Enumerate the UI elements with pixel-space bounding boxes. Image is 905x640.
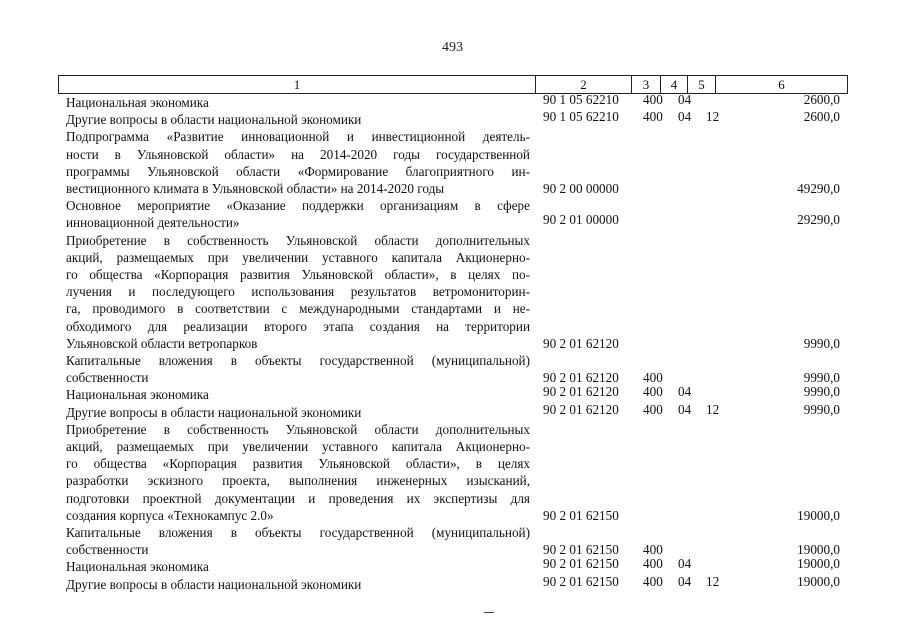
budget-code: 90 2 00 00000 <box>543 181 619 197</box>
row-description-line: вестиционного климата в Ульяновской области» на 2014-2020 годы <box>66 181 445 197</box>
row-description <box>66 558 530 575</box>
row-description-line: га, проводимого в соответствии с международными стандартами и не- <box>66 301 530 317</box>
row-description <box>66 111 530 128</box>
row-description-line: Ульяновской области ветропарков <box>66 335 258 351</box>
table-row <box>0 128 905 197</box>
column-header-4: 4 <box>661 76 688 94</box>
budget-code: 90 2 01 62150 <box>543 556 619 572</box>
table-row <box>0 573 905 593</box>
row-description <box>66 128 530 197</box>
amount-value: 2600,0 <box>803 92 840 107</box>
row-description-line: Приобретение в собственность Ульяновской области дополнительных <box>66 421 530 437</box>
row-description-line: Основное мероприятие «Оказание поддержки организациям в сфере <box>66 198 530 214</box>
row-description-line: Капитальные вложения в объекты государственной (муниципальной) <box>66 525 530 541</box>
amount-value: 19000,0 <box>797 556 840 572</box>
row-description <box>66 524 530 558</box>
subsection-code: 04 <box>678 573 692 589</box>
row-description-line: Национальная экономика <box>66 559 209 575</box>
row-description-line: Капитальные вложения в объекты государственной (муниципальной) <box>66 353 530 369</box>
row-description-line: ности в Ульяновской области» на 2014-2020 годы государственной <box>66 146 530 162</box>
amount-value: 19000,0 <box>797 507 840 523</box>
row-description-line: собственности <box>66 370 149 386</box>
row-description <box>66 421 530 524</box>
section-code: 400 <box>643 542 663 558</box>
column-header-1: 1 <box>59 76 536 94</box>
budget-code: 90 2 01 62120 <box>543 370 619 386</box>
row-description-line: подготовки проектной документации и проведения их экспертизы для <box>66 490 530 506</box>
column-header-2: 2 <box>536 76 632 94</box>
table-row <box>0 524 905 558</box>
row-description-line: разработки эскизного проекта, выполнения инженерных изысканий, <box>66 473 530 489</box>
section-code: 400 <box>643 573 663 589</box>
row-description-line: Приобретение в собственность Ульяновской области дополнительных <box>66 232 530 248</box>
amount-value: 29290,0 <box>797 212 840 228</box>
section-code: 400 <box>643 401 663 417</box>
row-description <box>66 197 530 231</box>
row-description-line: Другие вопросы в области национальной экономики <box>66 112 362 128</box>
row-description-line: создания корпуса «Технокампус 2.0» <box>66 507 274 523</box>
section-code: 400 <box>643 556 663 572</box>
budget-code: 90 2 01 62120 <box>543 384 619 400</box>
row-description-line: Национальная экономика <box>66 387 209 403</box>
extra-code: 12 <box>706 401 720 417</box>
table-row <box>0 111 905 128</box>
amount-value: 19000,0 <box>797 573 840 589</box>
row-description-line: акций, размещаемых при увеличении уставного капитала Акционерно- <box>66 249 530 265</box>
page-number: 493 <box>442 40 463 55</box>
row-description-line: акций, размещаемых при увеличении уставного капитала Акционерно- <box>66 439 530 455</box>
row-description-line: лучения и последующего использования результатов ветромониторин- <box>66 284 530 300</box>
section-code: 400 <box>643 92 663 107</box>
section-code: 400 <box>643 370 663 386</box>
row-description-line: Подпрограмма «Развитие инновационной и инвестиционной деятель- <box>66 129 530 145</box>
row-description <box>66 576 530 593</box>
row-description-line: инновационной деятельности» <box>66 215 240 231</box>
table-row <box>0 421 905 524</box>
row-description-line: го общества «Корпорация развития Ульяновской области», в целях по- <box>66 267 530 283</box>
row-description-line: программы Ульяновской области «Формирование благоприятного ин- <box>66 163 530 179</box>
amount-value: 9990,0 <box>803 370 840 386</box>
subsection-code: 04 <box>678 92 692 107</box>
row-description-line: го общества «Корпорация развития Ульяновской области», в целях <box>66 456 530 472</box>
row-description-line: Другие вопросы в области национальной экономики <box>66 576 362 592</box>
footer-dash <box>484 612 494 613</box>
table-row <box>0 197 905 231</box>
budget-code: 90 2 01 62120 <box>543 401 619 417</box>
column-header-3: 3 <box>632 76 661 94</box>
table-row <box>0 352 905 386</box>
extra-code: 12 <box>706 109 720 125</box>
column-header-row <box>58 75 848 94</box>
amount-value: 9990,0 <box>803 401 840 417</box>
amount-value: 2600,0 <box>803 109 840 125</box>
row-description <box>66 404 530 421</box>
extra-code: 12 <box>706 573 720 589</box>
amount-value: 9990,0 <box>803 384 840 400</box>
row-description-line: собственности <box>66 542 149 558</box>
section-code: 400 <box>643 109 663 125</box>
row-description <box>66 386 530 403</box>
amount-value: 49290,0 <box>797 181 840 197</box>
row-description-line: Национальная экономика <box>66 95 209 110</box>
subsection-code: 04 <box>678 556 692 572</box>
section-code: 400 <box>643 384 663 400</box>
subsection-code: 04 <box>678 109 692 125</box>
row-description <box>66 352 530 386</box>
column-header-6: 6 <box>716 76 848 94</box>
row-description <box>66 232 530 352</box>
budget-code: 90 1 05 62210 <box>543 92 619 107</box>
subsection-code: 04 <box>678 401 692 417</box>
amount-value: 19000,0 <box>797 542 840 558</box>
row-description-line: обходимого для реализации второго этапа создания на территории <box>66 318 530 334</box>
table-row <box>0 401 905 421</box>
amount-value: 9990,0 <box>803 335 840 351</box>
budget-code: 90 2 01 00000 <box>543 212 619 228</box>
budget-code: 90 2 01 62150 <box>543 542 619 558</box>
subsection-code: 04 <box>678 384 692 400</box>
budget-code: 90 2 01 62150 <box>543 507 619 523</box>
budget-code: 90 2 01 62120 <box>543 335 619 351</box>
row-description <box>66 94 530 111</box>
column-header-5: 5 <box>688 76 716 94</box>
budget-table-body <box>0 94 905 593</box>
budget-code: 90 2 01 62150 <box>543 573 619 589</box>
table-row <box>0 232 905 352</box>
budget-code: 90 1 05 62210 <box>543 109 619 125</box>
row-description-line: Другие вопросы в области национальной экономики <box>66 404 362 420</box>
